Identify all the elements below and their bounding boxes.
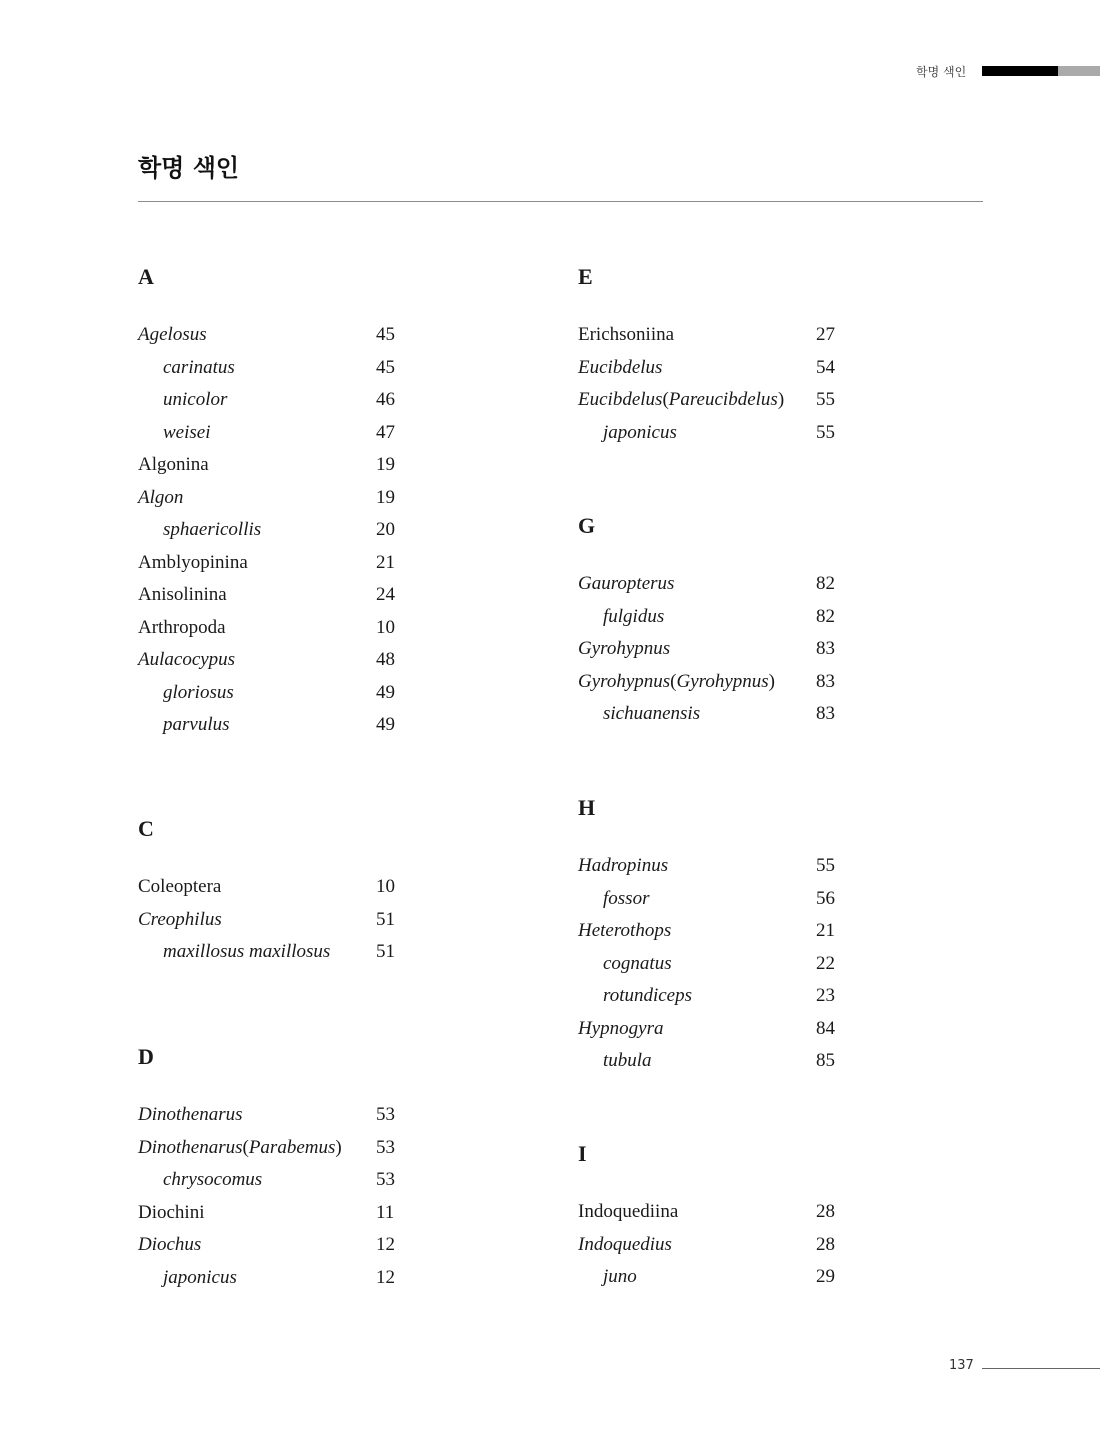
entry-page: 12 xyxy=(376,1266,395,1288)
subgenus-name: Parabemus xyxy=(248,1136,336,1158)
entry-page: 49 xyxy=(376,714,395,735)
entry-name: unicolor xyxy=(163,389,228,410)
entry-name: Eucibdelus xyxy=(578,356,663,378)
entry-name: Algon xyxy=(138,486,184,508)
entry-page: 12 xyxy=(376,1234,395,1255)
header-bar-light xyxy=(1058,66,1100,76)
index-entry xyxy=(138,455,438,488)
entry-page: 47 xyxy=(376,421,395,443)
index-entry xyxy=(138,650,438,683)
entry-name: Dinothenarus xyxy=(138,1104,243,1125)
entry-name: gloriosus xyxy=(163,681,234,703)
index-entry xyxy=(138,390,438,423)
index-entry xyxy=(578,423,878,456)
entry-page: 83 xyxy=(816,638,835,659)
subgenus-name: Gyrohypnus xyxy=(676,670,769,692)
index-entry xyxy=(578,954,878,987)
entry-name: Diochus xyxy=(138,1234,202,1255)
entry-page: 19 xyxy=(376,486,395,508)
entry-page: 20 xyxy=(376,519,395,540)
entry-name: tubula xyxy=(603,1050,652,1071)
title-divider xyxy=(138,201,983,202)
entry-name: Gyrohypnus xyxy=(578,638,671,659)
entry-page: 45 xyxy=(376,356,395,378)
entry-page: 54 xyxy=(816,356,835,378)
entry-page: 21 xyxy=(376,551,395,573)
entry-name: sphaericollis xyxy=(163,519,262,540)
entry-page: 84 xyxy=(816,1017,835,1039)
index-entry xyxy=(578,921,878,954)
index-entry xyxy=(138,488,438,521)
entry-name: Aulacocypus xyxy=(138,649,236,670)
index-entry xyxy=(578,607,878,640)
entry-name: Indoquediina xyxy=(578,1201,679,1222)
entry-name: Arthropoda xyxy=(138,616,226,638)
index-section-h xyxy=(578,794,878,1084)
entry-name: weisei xyxy=(163,421,211,443)
entry-name: fulgidus xyxy=(603,605,665,627)
entry-page: 82 xyxy=(816,605,835,627)
entry-page: 51 xyxy=(376,908,395,930)
index-entry xyxy=(578,672,878,705)
index-entry xyxy=(578,574,878,607)
entry-name: Eucibdelus(Pareucibdelus) xyxy=(578,389,785,410)
subgenus-name: Pareucibdelus xyxy=(668,389,778,410)
entry-name: Anisolinina xyxy=(138,584,227,605)
index-entry xyxy=(138,1170,438,1203)
entry-page: 10 xyxy=(376,876,395,897)
page-title: 학명 색인 xyxy=(138,154,240,182)
entry-name: Heterothops xyxy=(578,920,672,941)
index-entry xyxy=(138,585,438,618)
entry-name: Algonina xyxy=(138,454,209,475)
entry-name: Hypnogyra xyxy=(578,1017,664,1039)
genus-name: Dinothenarus xyxy=(138,1136,243,1158)
index-entry xyxy=(578,889,878,922)
index-entry xyxy=(578,390,878,423)
entry-name: cognatus xyxy=(603,952,672,974)
entry-name: carinatus xyxy=(163,356,235,378)
entry-page: 49 xyxy=(376,681,395,703)
index-entry xyxy=(138,553,438,586)
entry-page: 51 xyxy=(376,941,395,962)
entry-page: 83 xyxy=(816,703,835,724)
section-letter: G xyxy=(578,513,596,538)
index-entry xyxy=(138,520,438,553)
entry-page: 55 xyxy=(816,389,835,410)
index-entry xyxy=(138,1268,438,1301)
index-entry xyxy=(578,325,878,358)
entry-name: Diochini xyxy=(138,1201,205,1223)
index-entry xyxy=(138,1138,438,1171)
entry-page: 19 xyxy=(376,454,395,475)
footer-divider xyxy=(982,1368,1100,1369)
index-entry xyxy=(578,639,878,672)
header-bar-dark xyxy=(982,66,1058,76)
entry-name: fossor xyxy=(603,887,650,909)
entry-name: parvulus xyxy=(163,714,230,735)
entry-page: 45 xyxy=(376,324,395,345)
entry-name: sichuanensis xyxy=(603,703,701,724)
entry-name: maxillosus maxillosus xyxy=(163,941,331,962)
index-entry xyxy=(578,358,878,391)
entry-page: 85 xyxy=(816,1050,835,1071)
entry-page: 55 xyxy=(816,421,835,443)
genus-name: Gyrohypnus xyxy=(578,670,671,692)
index-entry xyxy=(138,910,438,943)
entry-page: 82 xyxy=(816,573,835,594)
running-header-label: 학명 색인 xyxy=(916,65,967,79)
index-entry xyxy=(578,1267,878,1300)
index-entry xyxy=(138,423,438,456)
entry-page: 29 xyxy=(816,1266,835,1287)
entry-page: 53 xyxy=(376,1104,395,1125)
index-entry xyxy=(138,942,438,975)
index-entry xyxy=(138,1203,438,1236)
entry-name: Erichsoniina xyxy=(578,324,675,345)
entry-name: Coleoptera xyxy=(138,876,222,897)
index-entry xyxy=(578,1235,878,1268)
entry-page: 28 xyxy=(816,1201,835,1222)
entry-page: 11 xyxy=(376,1201,395,1223)
index-entry xyxy=(138,618,438,651)
entry-page: 46 xyxy=(376,389,395,410)
index-entry xyxy=(578,1202,878,1235)
index-entry xyxy=(578,704,878,737)
index-entry xyxy=(138,1105,438,1138)
index-section-e xyxy=(578,263,878,455)
index-entry xyxy=(138,715,438,748)
page-number: 137 xyxy=(949,1358,974,1373)
index-entry xyxy=(578,856,878,889)
index-section-c xyxy=(138,815,438,975)
entry-page: 28 xyxy=(816,1233,835,1255)
entry-name: juno xyxy=(603,1266,637,1287)
entry-name: Dinothenarus(Parabemus) xyxy=(138,1136,342,1158)
index-entry xyxy=(578,1051,878,1084)
entry-page: 27 xyxy=(816,324,835,345)
entry-page: 83 xyxy=(816,670,835,692)
index-section-g xyxy=(578,512,878,737)
index-entry xyxy=(138,325,438,358)
index-entry xyxy=(138,683,438,716)
entry-page: 23 xyxy=(816,985,835,1006)
index-entry xyxy=(578,986,878,1019)
entry-name: Creophilus xyxy=(138,908,222,930)
section-letter: D xyxy=(138,1044,154,1069)
entry-page: 53 xyxy=(376,1169,395,1190)
index-section-i xyxy=(578,1140,878,1300)
section-letter: H xyxy=(578,795,596,820)
index-section-a xyxy=(138,263,438,748)
entry-name: Gyrohypnus(Gyrohypnus) xyxy=(578,670,775,692)
entry-name: Agelosus xyxy=(138,324,207,345)
entry-name: rotundiceps xyxy=(603,985,693,1006)
entry-page: 21 xyxy=(816,920,835,941)
entry-name: Indoquedius xyxy=(578,1233,672,1255)
index-entry xyxy=(578,1019,878,1052)
index-entry xyxy=(138,358,438,391)
index-entry xyxy=(138,877,438,910)
entry-page: 48 xyxy=(376,649,395,670)
entry-name: Hadropinus xyxy=(578,855,669,876)
section-letter: A xyxy=(138,264,154,289)
entry-name: japonicus xyxy=(603,421,677,443)
entry-page: 56 xyxy=(816,887,835,909)
entry-page: 24 xyxy=(376,584,395,605)
entry-page: 22 xyxy=(816,952,835,974)
entry-name: chrysocomus xyxy=(163,1169,263,1190)
entry-page: 10 xyxy=(376,616,395,638)
entry-name: Amblyopinina xyxy=(138,551,248,573)
section-letter: E xyxy=(578,264,593,289)
entry-name: japonicus xyxy=(163,1266,237,1288)
entry-page: 53 xyxy=(376,1136,395,1158)
index-section-d xyxy=(138,1043,438,1300)
entry-name: Gauropterus xyxy=(578,573,675,594)
section-letter: I xyxy=(578,1141,587,1166)
section-letter: C xyxy=(138,816,154,841)
genus-name: Eucibdelus xyxy=(578,389,663,410)
entry-page: 55 xyxy=(816,855,835,876)
index-entry xyxy=(138,1235,438,1268)
